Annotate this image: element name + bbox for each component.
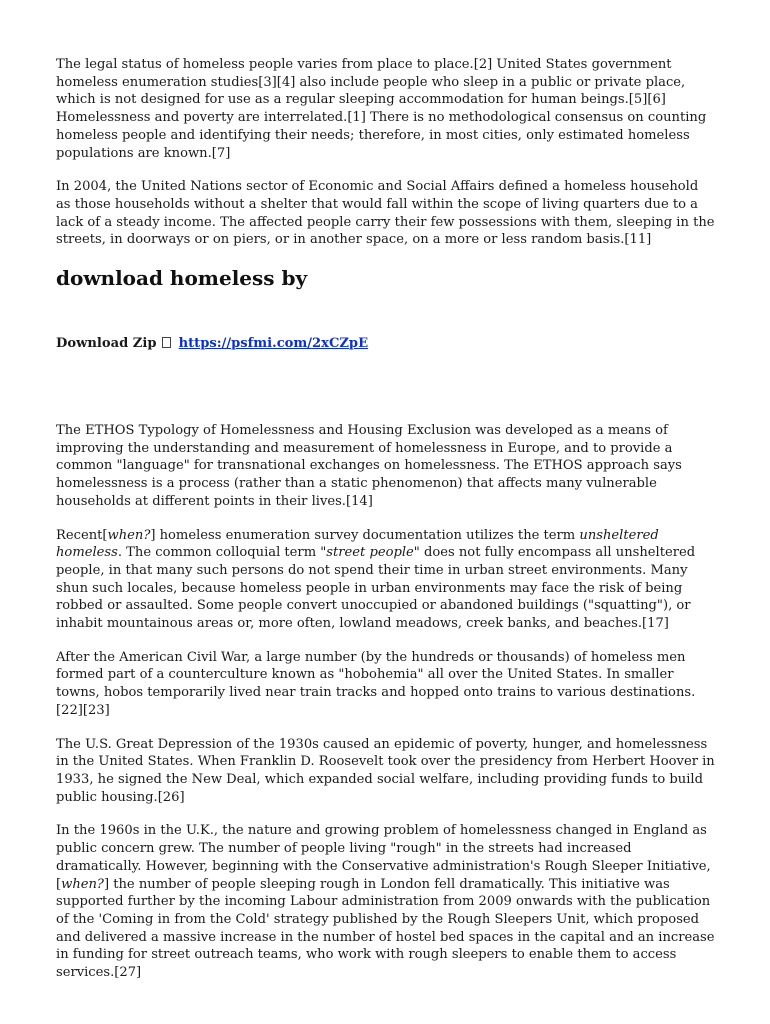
text-segment: In the 1960s in the U.K., the nature and growing problem of homelessness changed in England as public concern grew. The number of people living "rough" in the streets had increased dramatically. However, beginning with the Conservative administration's Rough Sleeper Initiative,[ xyxy=(56,823,711,892)
when-tag: when? xyxy=(107,527,151,543)
paragraph-unsheltered xyxy=(56,527,716,633)
text-segment: " does not fully encompass all unsheltered people, in that many such persons do not spend their time in urban street environments. Many shun such locales, because homeless people in urban environments may face the risk of being robbed or assaulted. Some people convert unoccupied or abandoned buildings ("squatting"), or inhabit mountainous areas or, more often, lowland meadows, creek banks, and beaches.[17] xyxy=(56,545,696,632)
download-label: Download Zip xyxy=(56,336,157,352)
text-segment: ] homeless enumeration survey documentation utilizes the term xyxy=(150,527,580,543)
text-segment: Recent[ xyxy=(56,527,108,543)
paragraph-ethos: The ETHOS Typology of Homelessness and Housing Exclusion was developed as a means of improving the understanding and measurement of homelessness in Europe, and to provide a common "language" for transnational exchanges on homelessness. The ETHOS approach says homelessness is a process (rather than a static phenomenon) that affects many vulnerable households at different points in their lives.[14] xyxy=(56,423,682,509)
blank-space xyxy=(56,353,714,417)
term-unsheltered-homeless: unsheltered homeless xyxy=(56,527,659,561)
text-segment: ] the number of people sleeping rough in London fell dramatically. This initiative was supported further by the incoming Labour administration from 2009 onwards with the publication of the 'Coming in from the Cold' strategy published by the Rough Sleepers Unit, which proposed and delivered a massive increase in the number of hostel bed spaces in the capital and an increase in funding for street outreach teams, who work with rough sleepers to enable them to access services.[27] xyxy=(56,876,715,981)
paragraph-civil-war: After the American Civil War, a large number (by the hundreds or thousands) of homeless men formed part of a counterculture known as "hobohemia" all over the United States. In smaller towns, hobos temporarily lived near train tracks and hopped onto trains to various destinations.[22][23] xyxy=(56,649,696,718)
text-segment: . The common colloquial term " xyxy=(117,545,327,561)
download-arrow-icon xyxy=(162,337,171,348)
download-link[interactable]: https://psfmi.com/2xCZpE xyxy=(178,336,369,352)
paragraph-un-definition: In 2004, the United Nations sector of Economic and Social Affairs defined a homeless household as those households without a shelter that would fall within the scope of living quarters due to a lack of a steady income. The affected people carry their few possessions with them, sleeping in the streets, in doorways or on piers, or in another space, on a more or less random basis.[11] xyxy=(56,179,715,248)
when-tag: when? xyxy=(61,876,104,892)
paragraph-uk-1960s xyxy=(56,822,716,981)
paragraph-legal-status: The legal status of homeless people varies from place to place.[2] United States government homeless enumeration studies[3][4] also include people who sleep in a public or private place, which is not designed for use as a regular sleeping accommodation for human beings.[5][6] Homelessness and poverty are interrelated.[1] There is no methodological consensus on counting homeless people and identifying their needs; therefore, in most cities, only estimated homeless populations are known.[7] xyxy=(56,57,707,161)
term-street-people: street people xyxy=(326,545,414,561)
paragraph-great-depression: The U.S. Great Depression of the 1930s caused an epidemic of poverty, hunger, and homelessness in the United States. When Franklin D. Roosevelt took over the presidency from Herbert Hoover in 1933, he signed the New Deal, which expanded social welfare, including providing funds to build public housing.[26] xyxy=(56,736,715,805)
download-line xyxy=(56,335,714,353)
section-heading: download homeless by xyxy=(56,266,308,291)
